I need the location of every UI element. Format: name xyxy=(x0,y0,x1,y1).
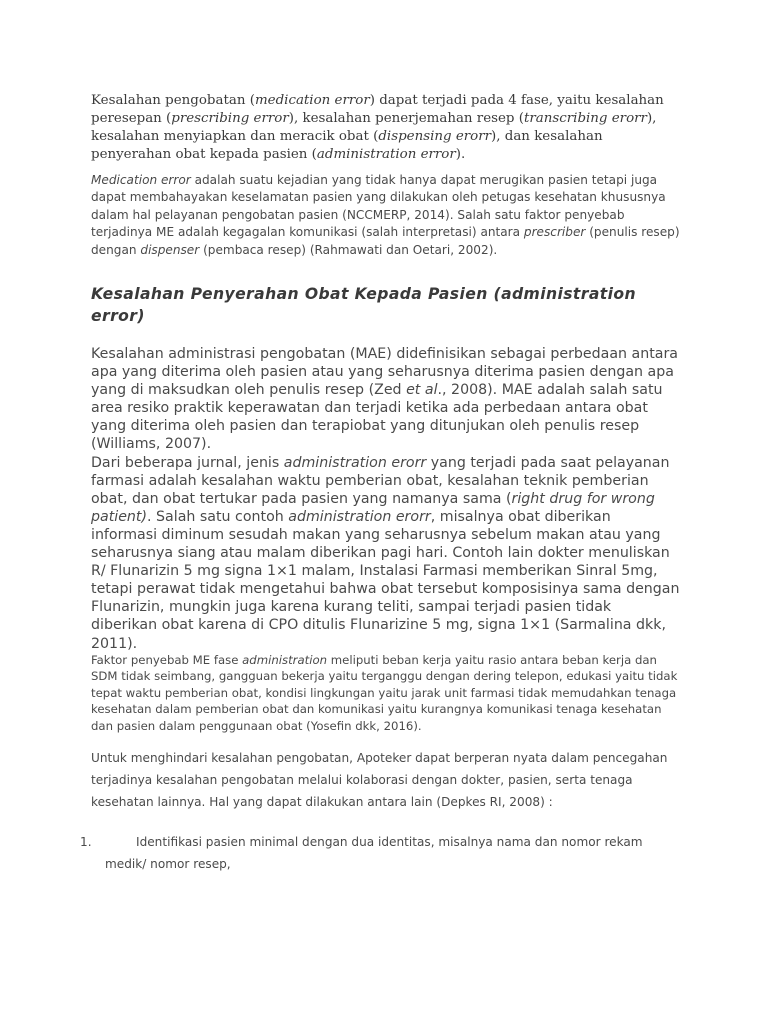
text-run: (pembaca resep) (Rahmawati dan Oetari, 2002). xyxy=(199,242,498,257)
italic-term: Medication error xyxy=(91,173,191,187)
italic-term: right drug for wrong patient) xyxy=(91,490,655,525)
italic-term: administration error xyxy=(316,147,456,162)
list-text-continued: medik/ nomor resep, xyxy=(105,856,231,871)
italic-term: dispenser xyxy=(140,242,200,257)
text-run: , misalnya obat diberikan informasi diminum sesudah makan yang seharusnya sebelum makan atau yang seharusnya siang atau malam diberikan pagi hari. Contoh lain dokter menuliskan R/ Flunarizin 5 mg signa 1×1 malam, Instalasi Farmasi memberikan Sinral 5mg, tetapi perawat tidak mengetahui bahwa obat tersebut komposisinya sama dengan Flunarizin, mungkin juga karena kurang teliti, sampai terjadi pasien tidak diberikan obat karena di CPO ditulis Flunarizine 5 mg, signa 1×1 (Sarmalina dkk, 2011). xyxy=(91,508,680,652)
definition-paragraph xyxy=(91,172,681,259)
text-run: ) dapat terjadi pada 4 fase, yaitu kesalahan peresepan ( xyxy=(91,93,664,126)
text-run: ). xyxy=(455,147,466,162)
factors-paragraph xyxy=(91,652,681,734)
text-run: yang terjadi pada saat pelayanan farmasi adalah kesalahan waktu pemberian obat, kesalahan teknik pemberian obat, dan obat tertukar pada pasien yang namanya sama ( xyxy=(91,454,670,507)
italic-term: medication error xyxy=(254,93,370,108)
section-heading: Kesalahan Penyerahan Obat Kepada Pasien (administration error) xyxy=(91,285,636,325)
italic-term: administration xyxy=(242,653,328,667)
text-run: ., 2008). MAE adalah salah satu area resiko praktik keperawatan dan terjadi ketika ada perbedaan antara obat yang diterima oleh pasien dan terapiobat yang ditunjukan oleh penulis resep (Williams, 2007). xyxy=(91,382,663,453)
italic-term: et al xyxy=(406,382,438,399)
italic-term: dispensing erorr xyxy=(378,129,492,144)
text-run: meliputi beban kerja yaitu rasio antara beban kerja dan SDM tidak seimbang, gangguan bekerja yaitu terganggu dengan dering telepon, edukasi yaitu tidak tepat waktu pemberian obat, kondisi lingkungan yaitu jarak unit farmasi tidak memudahkan tenaga kesehatan dalam pemberian obat dan komunikasi yaitu kurangnya komunikasi tenaga kesehatan dan pasien dalam penggunaan obat (Yosefin dkk, 2016). xyxy=(91,653,678,733)
text-run: adalah suatu kejadian yang tidak hanya dapat merugikan pasien tetapi juga dapat membahayakan keselamatan pasien yang dilakukan oleh petugas kesehatan khususnya dalam hal pelayanan pengobatan pasien (NCCMERP, 2014). Salah satu faktor penyebab terjadinya ME adalah kegagalan komunikasi (salah interpretasi) antara xyxy=(91,173,666,240)
prevention-paragraph: Untuk menghindari kesalahan pengobatan, Apoteker dapat berperan nyata dalam pencegahan terjadinya kesalahan pengobatan melalui kolaborasi dengan dokter, pasien, serta tenaga kesehatan lainnya. Hal yang dapat dilakukan antara lain (Depkes RI, 2008) : xyxy=(91,751,668,809)
text-run: Faktor penyebab ME fase xyxy=(91,653,243,667)
text-run: Kesalahan pengobatan ( xyxy=(91,93,255,108)
italic-term: prescriber xyxy=(523,225,586,240)
text-run: Dari beberapa jurnal, jenis xyxy=(91,454,284,471)
italic-term: administration erorr xyxy=(283,454,427,471)
intro-paragraph xyxy=(91,92,681,164)
text-run: ), kesalahan menyiapkan dan meracik obat ( xyxy=(91,111,657,144)
text-run: ), dan kesalahan penyerahan obat kepada pasien ( xyxy=(91,129,603,162)
italic-term: prescribing error xyxy=(171,111,289,126)
list-item xyxy=(80,832,680,875)
body-paragraph xyxy=(91,345,681,653)
list-text: Identifikasi pasien minimal dengan dua identitas, misalnya nama dan nomor rekam xyxy=(136,835,643,849)
italic-term: administration erorr xyxy=(288,508,431,525)
list-number: 1. xyxy=(80,835,92,849)
text-run: Kesalahan administrasi pengobatan (MAE) didefinisikan sebagai perbedaan antara apa yang diterima oleh pasien atau yang seharusnya diterima pasien dengan apa yang di maksudkan oleh penulis resep (Zed xyxy=(91,346,679,399)
italic-term: transcribing erorr xyxy=(524,111,647,126)
text-run: . Salah satu contoh xyxy=(147,508,289,525)
text-run: (penulis resep) dengan xyxy=(91,225,680,257)
text-run: ), kesalahan penerjemahan resep ( xyxy=(288,111,524,126)
